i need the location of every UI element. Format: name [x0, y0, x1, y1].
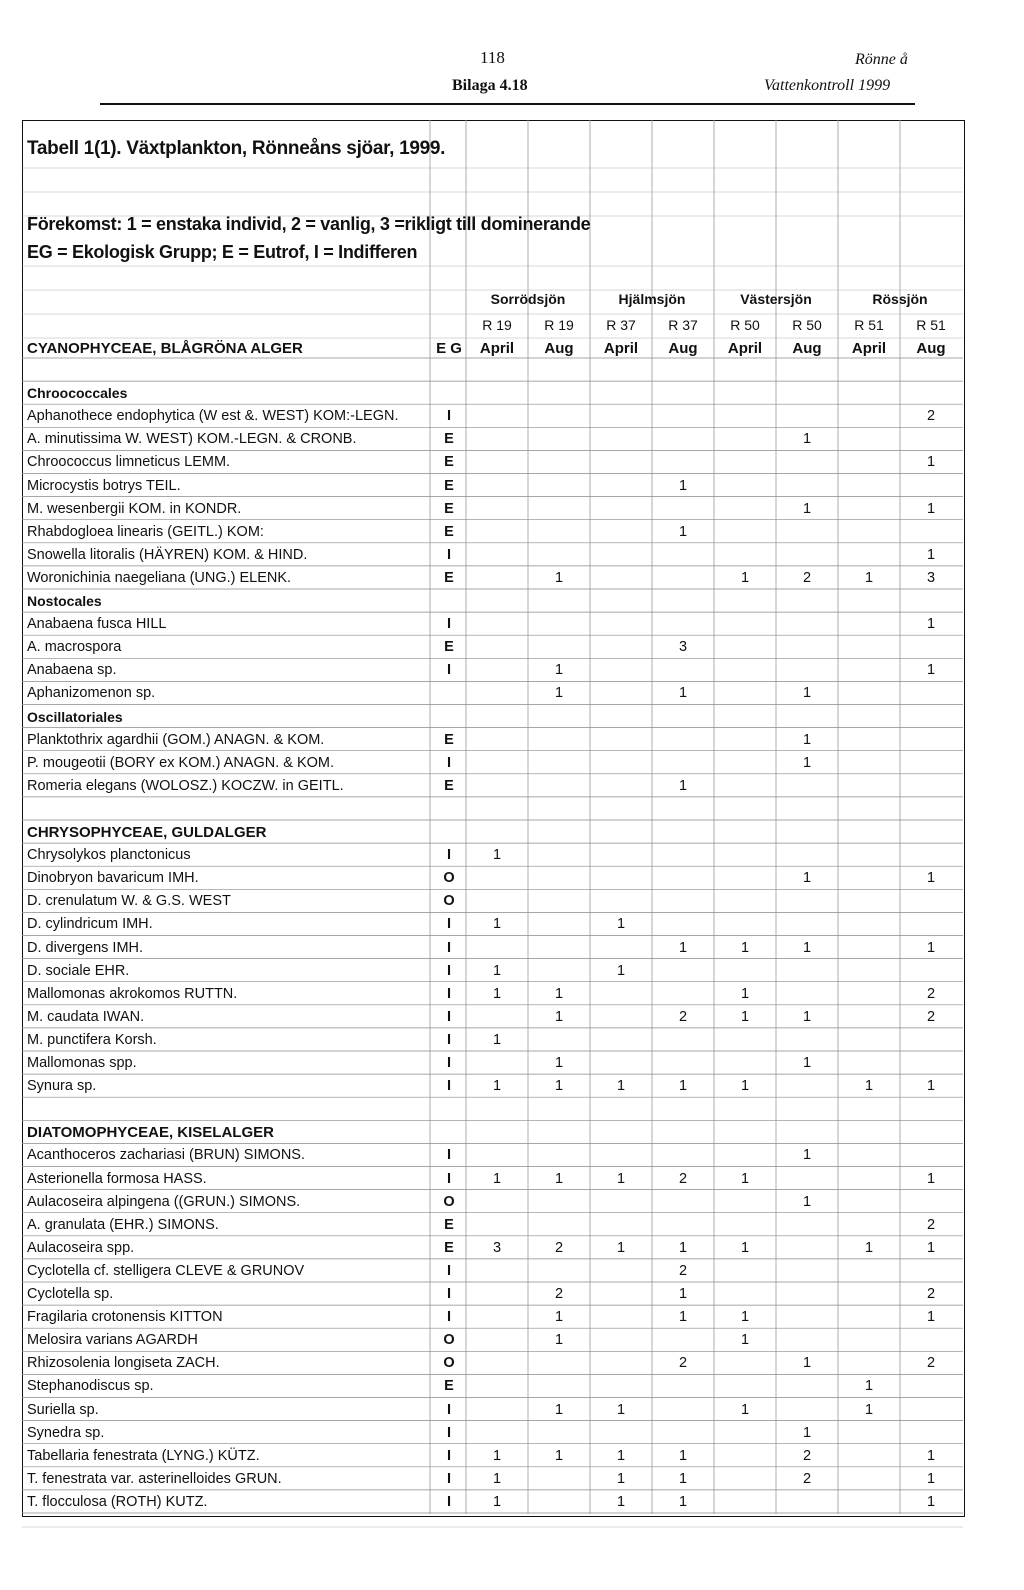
species-name: D. crenulatum W. & G.S. WEST	[27, 893, 231, 910]
eg-value: I	[446, 1309, 452, 1326]
occurrence-value: 1	[678, 477, 688, 494]
occurrence-value: 3	[492, 1239, 502, 1256]
species-name: Rhizosolenia longiseta ZACH.	[27, 1355, 220, 1372]
occurrence-value: 1	[926, 1470, 936, 1487]
occurrence-value: 1	[554, 1170, 564, 1187]
occurrence-value: 1	[740, 1170, 750, 1187]
occurrence-value: 2	[554, 1239, 564, 1256]
group-heading: CYANOPHYCEAE, BLÅGRÖNA ALGER	[27, 340, 303, 357]
occurrence-value: 1	[802, 870, 812, 887]
legend-ecological-group: EG = Ekologisk Grupp; E = Eutrof, I = Indifferen	[27, 242, 418, 262]
species-name: Aphanothece endophytica (W est &. WEST) KOM:-LEGN.	[27, 408, 399, 425]
occurrence-value: 1	[802, 500, 812, 517]
occurrence-value: 1	[616, 962, 626, 979]
occurrence-value: 1	[926, 1493, 936, 1510]
species-name: Acanthoceros zachariasi (BRUN) SIMONS.	[27, 1147, 305, 1164]
species-name: Dinobryon bavaricum IMH.	[27, 870, 199, 887]
occurrence-value: 1	[616, 1447, 626, 1464]
occurrence-value: 1	[492, 1170, 502, 1187]
occurrence-value: 1	[740, 939, 750, 956]
occurrence-value: 1	[740, 1239, 750, 1256]
occurrence-value: 2	[926, 1286, 936, 1302]
occurrence-value: 1	[864, 1378, 874, 1395]
occurrence-value: 1	[926, 616, 936, 633]
species-name: Stephanodiscus sp.	[27, 1378, 154, 1395]
eg-value: O	[443, 1332, 455, 1349]
eg-value: E	[444, 777, 454, 794]
species-name: D. divergens IMH.	[27, 939, 144, 956]
occurrence-value: 2	[802, 1447, 812, 1464]
occurrence-value: 1	[864, 1239, 874, 1256]
eg-value: O	[443, 893, 455, 910]
occurrence-value: 2	[802, 1470, 812, 1487]
eg-value: E	[444, 431, 454, 448]
table-title: Tabell 1(1). Växtplankton, Rönneåns sjöar, 1999.	[27, 138, 446, 159]
month-header: April	[851, 340, 887, 357]
occurrence-value: 1	[554, 1078, 564, 1095]
eg-value: I	[446, 1055, 452, 1071]
occurrence-value: 1	[492, 985, 502, 1002]
species-name: Aulacoseira spp.	[27, 1239, 135, 1256]
species-name: Synedra sp.	[27, 1424, 105, 1441]
eg-value: I	[446, 1447, 452, 1464]
species-name: Asterionella formosa HASS.	[27, 1170, 207, 1187]
eg-value: I	[446, 939, 452, 956]
occurrence-value: 1	[926, 1447, 936, 1464]
species-name: T. fenestrata var. asterinelloides GRUN.	[27, 1470, 282, 1487]
occurrence-value: 1	[554, 1447, 564, 1464]
species-name: T. flocculosa (ROTH) KUTZ.	[27, 1493, 208, 1510]
species-name: Tabellaria fenestrata (LYNG.) KÜTZ.	[27, 1447, 260, 1464]
eg-value: E	[444, 731, 454, 748]
eg-value: E	[444, 523, 454, 540]
occurrence-value: 2	[926, 1216, 936, 1233]
occurrence-value: 1	[802, 1424, 812, 1441]
occurrence-value: 1	[802, 1193, 812, 1210]
order-heading: Nostocales	[27, 593, 102, 609]
header-rule	[100, 103, 915, 105]
occurrence-value: 1	[740, 569, 750, 586]
species-name: M. punctifera Korsh.	[27, 1031, 157, 1048]
occurrence-value: 1	[616, 1239, 626, 1256]
occurrence-value: 1	[926, 454, 936, 471]
occurrence-value: 1	[678, 777, 688, 794]
occurrence-value: 1	[678, 1447, 688, 1464]
eg-value: E	[444, 477, 454, 494]
order-heading: Oscillatoriales	[27, 708, 123, 725]
occurrence-value: 1	[740, 1401, 750, 1418]
eg-value: I	[446, 408, 452, 425]
occurrence-value: 1	[492, 1078, 502, 1095]
occurrence-value: 2	[678, 1355, 688, 1372]
page-number: 118	[480, 48, 505, 67]
station-header: R 37	[606, 317, 636, 333]
occurrence-value: 1	[802, 1055, 812, 1071]
species-name: Aulacoseira alpingena ((GRUN.) SIMONS.	[27, 1193, 301, 1210]
occurrence-value: 2	[802, 569, 812, 586]
occurrence-value: 1	[492, 1031, 502, 1048]
month-header: April	[479, 340, 515, 357]
occurrence-value: 1	[740, 985, 750, 1002]
occurrence-value: 1	[864, 569, 874, 586]
eg-value: I	[446, 1147, 452, 1164]
occurrence-value: 2	[554, 1286, 564, 1302]
occurrence-value: 1	[864, 1401, 874, 1418]
species-name: A. minutissima W. WEST) KOM.-LEGN. & CRONB.	[27, 431, 357, 448]
occurrence-value: 1	[616, 1401, 626, 1418]
occurrence-value: 1	[802, 431, 812, 448]
species-name: Mallomonas akrokomos RUTTN.	[27, 985, 238, 1002]
species-name: D. sociale EHR.	[27, 962, 130, 979]
occurrence-value: 1	[554, 985, 564, 1002]
group-heading: DIATOMOPHYCEAE, KISELALGER	[27, 1124, 274, 1142]
river-name: Rönne å	[855, 51, 908, 68]
eg-value: I	[446, 754, 452, 771]
occurrence-value: 1	[926, 1078, 936, 1095]
occurrence-value: 1	[678, 1078, 688, 1095]
occurrence-value: 1	[926, 500, 936, 517]
occurrence-value: 1	[926, 1239, 936, 1256]
species-name: Cyclotella sp.	[27, 1286, 114, 1302]
eg-value: I	[446, 662, 452, 679]
species-name: Anabaena sp.	[27, 662, 117, 679]
occurrence-value: 1	[554, 1401, 564, 1418]
occurrence-value: 3	[678, 639, 688, 656]
occurrence-value: 1	[554, 1332, 564, 1349]
occurrence-value: 1	[554, 1008, 564, 1025]
species-name: Rhabdogloea linearis (GEITL.) KOM:	[27, 523, 264, 540]
species-name: Anabaena fusca HILL	[27, 616, 167, 633]
occurrence-value: 1	[554, 685, 564, 702]
species-name: Woronichinia naegeliana (UNG.) ELENK.	[27, 569, 292, 586]
occurrence-value: 1	[926, 939, 936, 956]
species-name: Chroococcus limneticus LEMM.	[27, 454, 231, 471]
legend-occurrence: Förekomst: 1 = enstaka individ, 2 = vanlig, 3 =rikligt till dominerande	[27, 214, 591, 234]
eg-value: I	[446, 985, 452, 1002]
station-header: R 37	[668, 317, 698, 333]
eg-value: I	[446, 1470, 452, 1487]
species-name: Mallomonas spp.	[27, 1055, 137, 1071]
station-header: R 50	[792, 317, 822, 333]
occurrence-value: 1	[678, 685, 688, 702]
eg-value: I	[446, 1401, 452, 1418]
occurrence-value: 1	[802, 1355, 812, 1372]
occurrence-value: 1	[554, 1309, 564, 1326]
eg-value: E	[444, 1378, 454, 1395]
lake-header: Rössjön	[872, 291, 928, 307]
eg-value: I	[446, 1008, 452, 1025]
occurrence-value: 1	[740, 1078, 750, 1095]
occurrence-value: 2	[926, 408, 936, 425]
eg-value: I	[446, 546, 452, 563]
month-header: April	[603, 340, 639, 357]
station-header: R 50	[730, 317, 760, 333]
occurrence-value: 2	[926, 1355, 936, 1372]
occurrence-value: 2	[678, 1262, 688, 1279]
occurrence-value: 1	[740, 1309, 750, 1326]
eg-value: I	[446, 962, 452, 979]
occurrence-value: 1	[926, 1309, 936, 1326]
occurrence-value: 1	[678, 523, 688, 540]
occurrence-value: 1	[740, 1332, 750, 1349]
month-header: Aug	[916, 340, 946, 357]
occurrence-value: 1	[554, 662, 564, 679]
species-name: A. granulata (EHR.) SIMONS.	[27, 1216, 219, 1233]
occurrence-value: 1	[616, 1470, 626, 1487]
species-name: Fragilaria crotonensis KITTON	[27, 1309, 223, 1326]
month-header: April	[727, 340, 763, 357]
eg-value: I	[446, 1031, 452, 1048]
eg-value: O	[443, 870, 455, 887]
occurrence-value: 1	[802, 1147, 812, 1164]
occurrence-value: 1	[678, 1309, 688, 1326]
eg-value: I	[446, 1493, 452, 1510]
month-header: Aug	[668, 340, 698, 357]
lake-header: Västersjön	[740, 291, 812, 307]
eg-value: O	[443, 1193, 455, 1210]
occurrence-value: 1	[492, 916, 502, 933]
occurrence-value: 1	[678, 1286, 688, 1302]
species-name: M. wesenbergii KOM. in KONDR.	[27, 500, 242, 517]
occurrence-value: 1	[802, 731, 812, 748]
occurrence-value: 1	[492, 847, 502, 864]
report-name: Vattenkontroll 1999	[764, 77, 891, 94]
station-header: R 51	[854, 317, 884, 333]
station-header: R 19	[482, 317, 512, 333]
occurrence-value: 1	[492, 1470, 502, 1487]
species-name: A. macrospora	[27, 639, 122, 656]
eg-value: I	[446, 1078, 452, 1095]
species-name: Melosira varians AGARDH	[27, 1332, 198, 1349]
species-name: Synura sp.	[27, 1078, 97, 1095]
occurrence-value: 1	[554, 1055, 564, 1071]
station-header: R 51	[916, 317, 946, 333]
occurrence-value: 1	[926, 662, 936, 679]
species-name: Microcystis botrys TEIL.	[27, 477, 181, 494]
species-name: Romeria elegans (WOLOSZ.) KOCZW. in GEITL.	[27, 777, 344, 794]
occurrence-value: 1	[678, 1470, 688, 1487]
occurrence-value: 1	[616, 1493, 626, 1510]
species-name: Aphanizomenon sp.	[27, 685, 156, 702]
eg-value: I	[446, 1286, 452, 1302]
group-heading: CHRYSOPHYCEAE, GULDALGER	[27, 824, 267, 841]
eg-value: E	[444, 500, 454, 517]
occurrence-value: 1	[740, 1008, 750, 1025]
species-name: Chrysolykos planctonicus	[27, 847, 191, 864]
occurrence-value: 1	[802, 939, 812, 956]
eg-value: I	[446, 1170, 452, 1187]
occurrence-value: 2	[926, 985, 936, 1002]
species-name: Planktothrix agardhii (GOM.) ANAGN. & KOM.	[27, 731, 325, 748]
occurrence-value: 1	[802, 1008, 812, 1025]
occurrence-value: 1	[492, 1493, 502, 1510]
occurrence-value: 1	[678, 939, 688, 956]
species-name: D. cylindricum IMH.	[27, 916, 153, 933]
species-name: P. mougeotii (BORY ex KOM.) ANAGN. & KOM.	[27, 754, 335, 771]
eg-header: E G	[436, 340, 462, 357]
occurrence-value: 1	[616, 1078, 626, 1095]
species-name: M. caudata IWAN.	[27, 1008, 145, 1025]
station-header: R 19	[544, 317, 574, 333]
occurrence-value: 1	[616, 1170, 626, 1187]
occurrence-value: 1	[926, 546, 936, 563]
eg-value: E	[444, 1216, 454, 1233]
order-heading: Chroococcales	[27, 385, 128, 402]
occurrence-value: 1	[802, 754, 812, 771]
occurrence-value: 1	[864, 1078, 874, 1095]
eg-value: I	[446, 1424, 452, 1441]
species-name: Snowella litoralis (HÄYREN) KOM. & HIND.	[27, 546, 308, 563]
occurrence-value: 1	[926, 870, 936, 887]
eg-value: I	[446, 847, 452, 864]
occurrence-value: 3	[926, 569, 936, 586]
occurrence-value: 2	[678, 1008, 688, 1025]
occurrence-value: 1	[678, 1239, 688, 1256]
species-name: Cyclotella cf. stelligera CLEVE & GRUNOV	[27, 1262, 305, 1279]
month-header: Aug	[792, 340, 822, 357]
eg-value: I	[446, 916, 452, 933]
occurrence-value: 1	[492, 962, 502, 979]
occurrence-value: 2	[926, 1008, 936, 1025]
occurrence-value: 1	[678, 1493, 688, 1510]
eg-value: O	[443, 1355, 455, 1372]
eg-value: E	[444, 454, 454, 471]
occurrence-value: 2	[678, 1170, 688, 1187]
occurrence-value: 1	[802, 685, 812, 702]
eg-value: E	[444, 639, 454, 656]
occurrence-value: 1	[926, 1170, 936, 1187]
lake-header: Hjälmsjön	[618, 291, 686, 307]
occurrence-value: 1	[492, 1447, 502, 1464]
appendix-label: Bilaga 4.18	[452, 77, 528, 94]
eg-value: E	[444, 569, 454, 586]
species-name: Suriella sp.	[27, 1401, 99, 1418]
month-header: Aug	[544, 340, 574, 357]
eg-value: E	[444, 1239, 454, 1256]
eg-value: I	[446, 616, 452, 633]
lake-header: Sorrödsjön	[490, 291, 566, 307]
eg-value: I	[446, 1262, 452, 1279]
occurrence-value: 1	[554, 569, 564, 586]
occurrence-value: 1	[616, 916, 626, 933]
